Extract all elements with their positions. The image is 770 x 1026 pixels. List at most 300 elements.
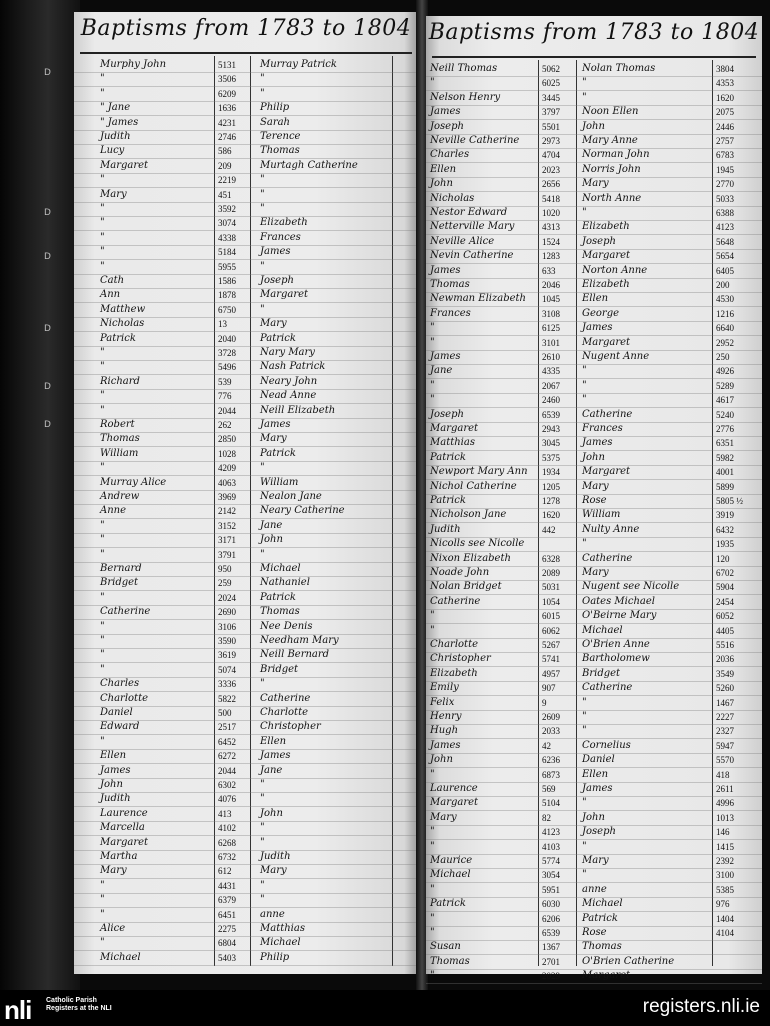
name-cell: Newman Elizabeth — [430, 293, 526, 305]
name-cell: " — [260, 822, 265, 834]
number-cell: 4957 — [542, 668, 560, 679]
name-cell: Thomas — [260, 145, 300, 157]
number-cell: 586 — [218, 146, 232, 157]
register-row — [74, 533, 418, 548]
name-cell: " — [430, 970, 435, 982]
register-row — [74, 303, 418, 318]
register-row — [74, 188, 418, 203]
number-cell: 4209 — [218, 463, 236, 474]
register-row — [426, 638, 762, 653]
name-cell: Elizabeth — [582, 279, 630, 290]
name-cell: Mary — [100, 865, 127, 877]
name-cell: Joseph — [260, 275, 294, 286]
name-cell: Jane — [260, 519, 283, 531]
name-cell: Thomas — [430, 279, 470, 290]
register-row — [74, 749, 418, 764]
name-cell: " — [582, 77, 587, 89]
name-cell: Sarah — [260, 116, 290, 128]
number-cell: 2067 — [542, 380, 560, 391]
number-cell: 3592 — [218, 204, 236, 214]
register-row — [74, 375, 418, 390]
number-cell: 3054 — [542, 870, 560, 881]
register-row — [426, 696, 762, 711]
name-cell: " — [100, 534, 105, 546]
number-cell: 2952 — [716, 337, 734, 348]
name-cell: " — [100, 174, 105, 186]
name-cell: James — [430, 739, 461, 751]
number-cell: 3804 — [716, 64, 734, 74]
register-row — [74, 692, 418, 707]
number-cell: 1620 — [542, 510, 560, 521]
name-cell: Judith — [100, 793, 131, 805]
number-cell: 3791 — [218, 549, 236, 560]
register-row — [74, 706, 418, 721]
name-cell: Nugent Anne — [582, 351, 650, 362]
name-cell: Neville Alice — [430, 235, 495, 247]
register-row — [74, 663, 418, 678]
name-cell: Lucy — [100, 145, 125, 157]
name-cell: Philip — [260, 951, 290, 963]
name-cell: " — [582, 725, 587, 737]
register-row — [426, 177, 762, 192]
number-cell: 4335 — [542, 366, 560, 377]
number-cell: 2036 — [716, 654, 734, 665]
name-cell: William — [100, 447, 139, 459]
number-cell: 4313 — [542, 222, 560, 233]
name-cell: Murtagh Catherine — [260, 159, 358, 171]
name-cell: Mary — [260, 433, 287, 445]
name-cell: James — [582, 322, 613, 334]
name-cell: " — [430, 883, 435, 895]
name-cell: Nicolls see Nicolle — [430, 538, 525, 550]
nli-logo[interactable]: nli — [4, 995, 32, 1025]
name-cell: " — [100, 246, 105, 258]
name-cell: " — [430, 912, 435, 924]
name-cell: " — [582, 394, 587, 406]
name-cell: Mary — [582, 480, 609, 492]
number-cell: 4431 — [218, 880, 236, 891]
name-cell: James — [260, 419, 291, 430]
register-row — [426, 408, 762, 423]
name-cell: Nicholas — [100, 318, 145, 330]
name-cell: William — [260, 476, 299, 488]
number-cell: 5033 — [716, 193, 734, 204]
name-cell: " — [100, 231, 105, 243]
name-cell: Charles — [430, 149, 470, 161]
name-cell: Robert — [100, 419, 135, 430]
name-cell: Margaret — [582, 250, 631, 262]
name-cell: Ellen — [260, 735, 287, 747]
name-cell: Nulty Anne — [582, 523, 640, 535]
name-cell: Ellen — [582, 768, 609, 780]
book-binding — [0, 0, 80, 990]
number-cell: 5955 — [218, 261, 236, 272]
number-cell: 6328 — [542, 553, 560, 564]
number-cell: 5240 — [716, 409, 734, 420]
register-row — [74, 260, 418, 275]
site-link[interactable]: registers.nli.ie — [642, 996, 760, 1017]
name-cell: anne — [260, 908, 285, 920]
number-cell: 6030 — [542, 899, 560, 910]
number-cell: 5904 — [716, 582, 734, 593]
name-cell: Mary — [430, 811, 457, 823]
name-cell: James — [430, 106, 461, 118]
number-cell: 2040 — [218, 333, 236, 344]
number-cell: 209 — [218, 160, 232, 171]
number-cell: 6640 — [716, 323, 734, 334]
number-cell: 2033 — [542, 726, 560, 737]
number-cell: 2611 — [716, 784, 734, 794]
name-cell: " — [582, 869, 587, 881]
logo-caption: Catholic Parish Registers at the NLI — [46, 997, 112, 1012]
name-cell: James — [260, 246, 291, 258]
name-cell: Michael — [582, 624, 623, 636]
name-cell: Nolan Thomas — [582, 63, 656, 74]
number-cell: 4102 — [218, 823, 236, 834]
name-cell: " — [260, 779, 265, 790]
name-cell: Mary — [260, 865, 287, 877]
name-cell: Frances — [260, 231, 301, 243]
name-cell: Margaret — [430, 423, 479, 434]
name-cell: " — [260, 836, 265, 848]
name-cell: " — [430, 77, 435, 89]
name-cell: Alice — [100, 923, 126, 934]
name-cell: " — [100, 894, 105, 906]
register-row — [426, 76, 762, 91]
number-cell: 1945 — [716, 164, 734, 175]
register-row — [74, 821, 418, 836]
left-page — [74, 12, 418, 974]
number-cell: 1216 — [716, 308, 734, 319]
register-row — [74, 778, 418, 793]
number-cell: 4123 — [716, 222, 734, 233]
name-cell: " — [260, 678, 265, 690]
name-cell: Christopher — [260, 721, 321, 733]
number-cell: 2770 — [716, 179, 734, 190]
number-cell: 612 — [218, 866, 232, 877]
register-row — [426, 955, 762, 970]
number-cell: 1636 — [218, 103, 236, 114]
register-row — [74, 418, 418, 433]
number-cell: 262 — [218, 420, 232, 430]
number-cell: 5774 — [542, 856, 560, 866]
name-cell: Neill Bernard — [260, 649, 330, 661]
number-cell: 1415 — [716, 841, 734, 852]
register-row — [74, 504, 418, 519]
name-cell: " — [260, 203, 265, 214]
name-cell: Edward — [100, 721, 140, 733]
register-row — [426, 854, 762, 869]
name-cell: James — [582, 437, 613, 449]
number-cell: 3549 — [716, 668, 734, 679]
number-cell: 5899 — [716, 481, 734, 492]
name-cell: Nicholson Jane — [430, 509, 507, 521]
name-cell: Joseph — [430, 408, 464, 420]
number-cell: 5031 — [542, 582, 560, 593]
number-cell: 6804 — [218, 938, 236, 949]
register-row — [426, 710, 762, 725]
name-cell: Murphy John — [100, 59, 167, 70]
name-cell: " — [430, 768, 435, 780]
number-cell: 3797 — [542, 107, 560, 118]
number-cell: 4104 — [716, 928, 734, 938]
name-cell: " — [100, 519, 105, 531]
name-cell: Martha — [100, 851, 138, 862]
register-row — [74, 908, 418, 923]
name-cell: Mary Anne — [582, 135, 638, 146]
number-cell: 2327 — [716, 726, 734, 737]
name-cell: Patrick — [260, 591, 296, 603]
name-cell: Catherine — [582, 682, 633, 694]
number-cell: 2089 — [542, 568, 560, 578]
number-cell: 6015 — [542, 611, 560, 622]
name-cell: " — [260, 260, 265, 272]
name-cell: Michael — [260, 563, 301, 574]
name-cell: Rose — [582, 927, 607, 938]
number-cell: 5403 — [218, 952, 236, 963]
name-cell: " — [430, 840, 435, 852]
name-cell: Nathaniel — [260, 577, 310, 589]
number-cell: 1524 — [542, 236, 560, 247]
number-cell: 6388 — [716, 208, 734, 218]
number-cell: 4353 — [716, 78, 734, 89]
number-cell: 2746 — [218, 132, 236, 142]
register-row — [426, 883, 762, 898]
name-cell: Murray Patrick — [260, 59, 337, 70]
number-cell: 1620 — [716, 92, 734, 103]
register-row — [74, 864, 418, 879]
number-cell: 5822 — [218, 693, 236, 704]
number-cell: 4926 — [716, 366, 734, 377]
number-cell: 250 — [716, 352, 730, 362]
name-cell: " — [260, 73, 265, 85]
register-row — [426, 897, 762, 912]
number-cell: 2610 — [542, 352, 560, 362]
name-cell: " — [100, 347, 105, 358]
name-cell: William — [582, 509, 621, 521]
number-cell: 42 — [542, 740, 551, 751]
register-row — [426, 148, 762, 163]
register-row — [74, 951, 418, 966]
name-cell: " — [100, 620, 105, 632]
name-cell: " — [100, 937, 105, 949]
number-cell: 633 — [542, 265, 556, 276]
number-cell: 5648 — [716, 236, 734, 247]
register-row — [426, 91, 762, 106]
name-cell: Judith — [260, 851, 291, 862]
name-cell: Margaret — [582, 336, 631, 348]
number-cell: 500 — [218, 708, 232, 718]
name-cell: " — [100, 404, 105, 416]
number-cell: 6750 — [218, 304, 236, 315]
name-cell: Catherine — [582, 408, 633, 420]
register-row — [426, 422, 762, 437]
register-row — [426, 523, 762, 538]
number-cell: 146 — [716, 827, 730, 838]
number-cell: 6052 — [716, 611, 734, 622]
number-cell: 2776 — [716, 424, 734, 434]
number-cell: 2850 — [218, 434, 236, 445]
register-row — [74, 879, 418, 894]
register-row — [426, 134, 762, 149]
number-cell: 1205 — [542, 481, 560, 492]
name-cell: " — [100, 649, 105, 661]
number-cell: 1586 — [218, 276, 236, 286]
name-cell: James — [430, 351, 461, 362]
register-row — [74, 735, 418, 750]
number-cell: 4076 — [218, 794, 236, 805]
name-cell: Bernard — [100, 563, 142, 574]
register-row — [74, 490, 418, 505]
number-cell: 5982 — [716, 452, 734, 463]
name-cell: " — [582, 797, 587, 809]
register-row — [426, 739, 762, 754]
register-row — [426, 969, 762, 984]
name-cell: " — [430, 826, 435, 838]
number-cell: 6272 — [218, 751, 236, 762]
number-cell: 1045 — [542, 294, 560, 305]
number-cell: 418 — [716, 769, 730, 780]
number-cell: 2024 — [218, 592, 236, 603]
number-cell: 3152 — [218, 520, 236, 531]
number-cell: 2609 — [542, 712, 560, 722]
name-cell: Catherine — [100, 606, 151, 618]
name-cell: " — [582, 696, 587, 708]
name-cell: John — [100, 779, 123, 790]
number-cell: 6268 — [218, 837, 236, 848]
name-cell: Frances — [430, 307, 471, 319]
register-row — [74, 922, 418, 937]
name-cell: Bridget — [100, 577, 139, 589]
right-page — [426, 16, 762, 982]
register-row — [74, 432, 418, 447]
register-row — [426, 436, 762, 451]
register-row — [74, 389, 418, 404]
number-cell: 539 — [218, 376, 232, 387]
number-cell: 6236 — [542, 755, 560, 766]
register-row — [426, 566, 762, 581]
name-cell: Ellen — [582, 293, 609, 305]
number-cell: 5260 — [716, 683, 734, 694]
name-cell: Margaret — [260, 289, 309, 301]
number-cell: 6783 — [716, 150, 734, 161]
name-cell: Thomas — [260, 606, 300, 618]
number-cell: 2219 — [218, 175, 236, 186]
number-cell: 5289 — [716, 380, 734, 391]
register-row — [426, 811, 762, 826]
name-cell: O'Beirne Mary — [582, 610, 657, 622]
number-cell: 451 — [218, 189, 232, 200]
number-cell: 2757 — [716, 136, 734, 146]
register-row — [426, 105, 762, 120]
number-cell: 6405 — [716, 265, 734, 276]
register-row — [426, 724, 762, 739]
number-cell: 1467 — [716, 697, 734, 708]
register-row — [426, 249, 762, 264]
register-row — [74, 720, 418, 735]
name-cell: Elizabeth — [260, 217, 308, 229]
name-cell: Michael — [582, 898, 623, 910]
name-cell: Charles — [100, 678, 140, 690]
number-cell: 5131 — [218, 60, 236, 70]
number-cell: 4123 — [542, 827, 560, 838]
number-cell: 9 — [542, 697, 547, 708]
name-cell: Joseph — [582, 235, 616, 247]
name-cell: Bridget — [582, 667, 621, 679]
name-cell: Ellen — [100, 750, 127, 762]
register-row — [74, 764, 418, 779]
name-cell: " — [260, 87, 265, 99]
name-cell: Nealon Jane — [260, 491, 322, 502]
name-cell: " — [100, 462, 105, 474]
name-cell: Nixon Elizabeth — [430, 552, 511, 564]
name-cell: George — [582, 307, 620, 319]
register-row — [426, 235, 762, 250]
register-row — [74, 288, 418, 303]
register-row — [74, 792, 418, 807]
name-cell: Mary — [582, 178, 609, 190]
number-cell: 5805 ½ — [716, 496, 743, 506]
register-row — [74, 231, 418, 246]
name-cell: " — [430, 610, 435, 622]
name-cell: " Jane — [100, 102, 131, 114]
register-row — [426, 321, 762, 336]
name-cell: " — [100, 361, 105, 373]
name-cell: John — [430, 178, 453, 190]
register-row — [74, 634, 418, 649]
name-cell: John — [582, 811, 605, 823]
name-cell: Netterville Mary — [430, 221, 515, 233]
number-cell: 2075 — [716, 107, 734, 118]
right-page-heading: Baptisms from 1783 to 1804 — [428, 20, 760, 45]
register-row — [74, 332, 418, 347]
number-cell: 6062 — [542, 625, 560, 636]
name-cell: Norton Anne — [582, 264, 648, 276]
name-cell: Thomas — [430, 955, 470, 967]
name-cell: Mary — [260, 318, 287, 330]
name-cell: Felix — [430, 696, 455, 708]
number-cell: 2973 — [542, 136, 560, 146]
register-row — [426, 508, 762, 523]
register-row — [74, 144, 418, 159]
name-cell: Neill Elizabeth — [260, 404, 336, 416]
number-cell: 6451 — [218, 909, 236, 920]
name-cell: " — [260, 303, 265, 315]
number-cell: 3919 — [716, 510, 734, 521]
name-cell: Patrick — [430, 451, 466, 463]
register-row — [74, 936, 418, 951]
name-cell: Thomas — [100, 433, 140, 445]
name-cell: Mary — [582, 567, 609, 578]
name-cell: Hugh — [430, 725, 459, 737]
name-cell: Laurence — [430, 783, 478, 794]
name-cell: Marcella — [100, 822, 145, 834]
register-row — [74, 346, 418, 361]
name-cell: Judith — [430, 523, 461, 535]
name-cell: Bridget — [260, 663, 299, 675]
number-cell: 776 — [218, 391, 232, 402]
name-cell: Neary John — [260, 375, 318, 387]
register-row — [426, 796, 762, 811]
name-cell: " — [582, 207, 587, 218]
name-cell: Neary Catherine — [260, 505, 345, 517]
register-row — [74, 317, 418, 332]
number-cell: 5267 — [542, 640, 560, 650]
name-cell: Charlotte — [260, 707, 309, 718]
name-cell: " — [260, 793, 265, 805]
register-row — [426, 264, 762, 279]
name-cell: Nichol Catherine — [430, 480, 517, 492]
